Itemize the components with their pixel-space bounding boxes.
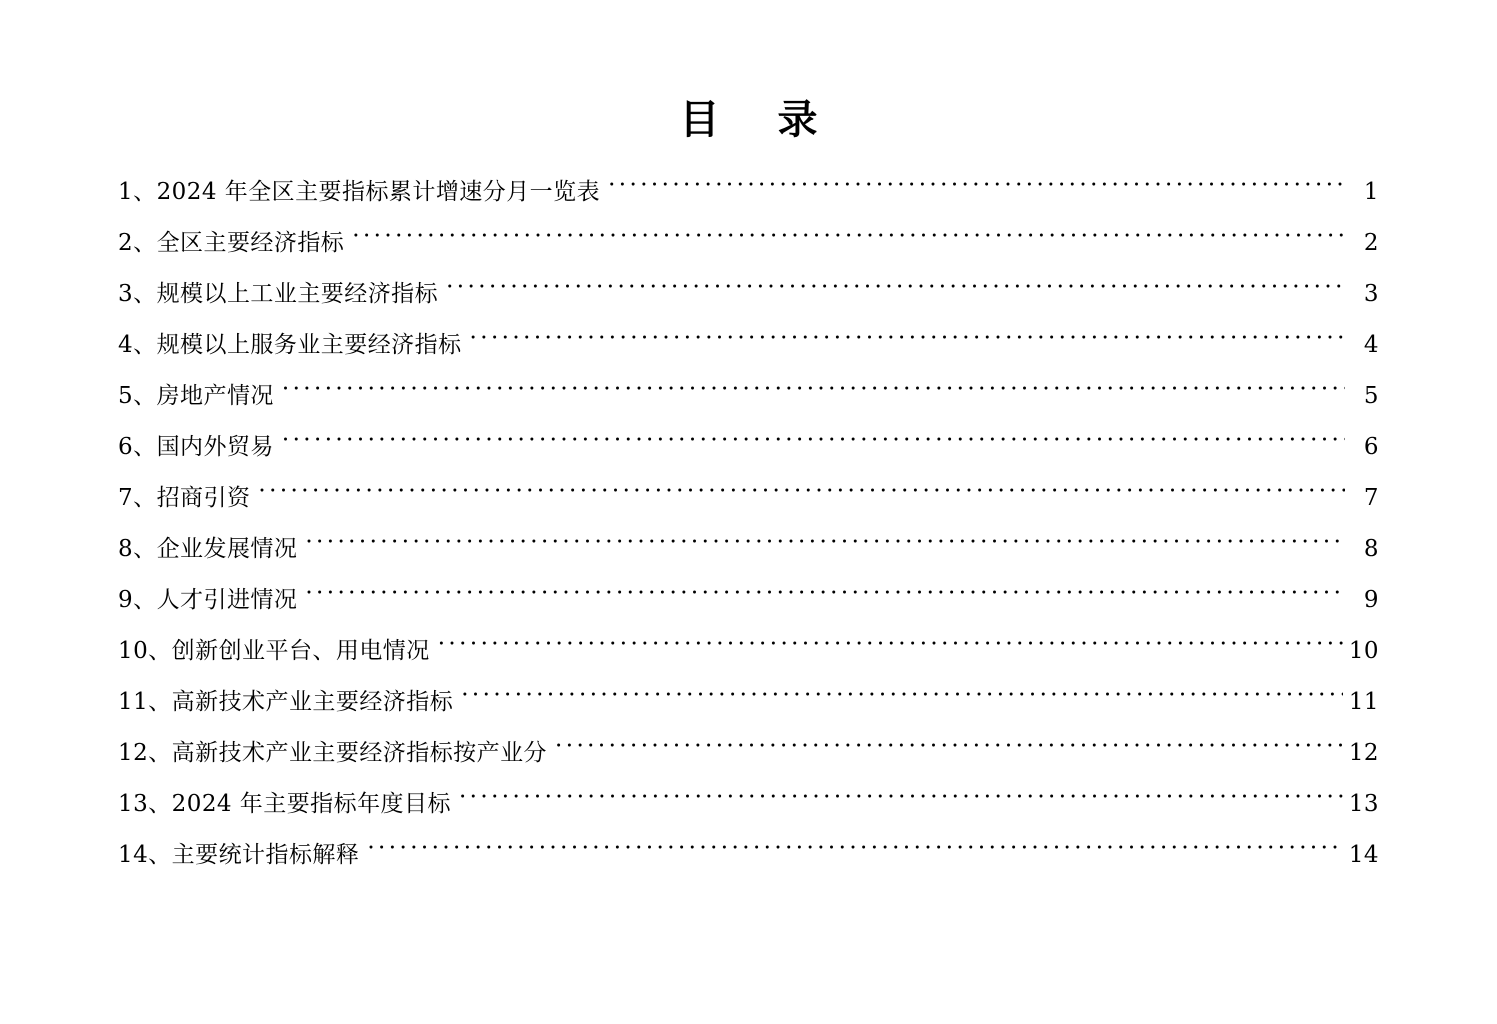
toc-entry-title: 主要统计指标解释 (171, 842, 360, 868)
toc-entry[interactable] (118, 329, 1379, 380)
toc-leader-dots (352, 227, 1345, 250)
toc-entry[interactable] (118, 176, 1379, 227)
toc-leader-dots (461, 686, 1343, 709)
toc-entry[interactable] (118, 533, 1379, 584)
toc-entry[interactable] (118, 635, 1379, 686)
toc-entry-page: 2 (1363, 230, 1379, 256)
toc-entry[interactable] (118, 431, 1379, 482)
toc-entry[interactable] (118, 482, 1379, 533)
toc-entry-page: 3 (1363, 281, 1379, 307)
toc-entry-title: 人才引进情况 (156, 587, 298, 613)
toc-entry-page: 7 (1363, 485, 1379, 511)
toc-entry[interactable] (118, 686, 1379, 737)
toc-entry-page: 8 (1363, 536, 1379, 562)
toc-entry-title: 房地产情况 (156, 383, 274, 409)
toc-leader-dots (438, 635, 1343, 658)
toc-entry-number: 8、 (118, 536, 157, 562)
toc-leader-dots (446, 278, 1345, 301)
toc-entry-title: 规模以上工业主要经济指标 (156, 281, 439, 307)
toc-entry-page: 5 (1363, 383, 1379, 409)
page-title: 目 录 (679, 96, 840, 143)
toc-entry[interactable] (118, 278, 1379, 329)
toc-entry-number: 14、 (118, 842, 172, 868)
toc-entry-title: 创新创业平台、用电情况 (171, 638, 430, 664)
toc-entry-title: 招商引资 (156, 485, 251, 511)
toc-entry[interactable] (118, 788, 1379, 839)
toc-entry-title: 2024 年全区主要指标累计增速分月一览表 (156, 179, 601, 205)
toc-entry-number: 9、 (118, 587, 157, 613)
toc-leader-dots (608, 176, 1345, 199)
toc-leader-dots (459, 788, 1343, 811)
toc-entry-page: 4 (1363, 332, 1379, 358)
toc-entry-number: 13、 (118, 791, 172, 817)
toc-entry-number: 2、 (118, 230, 157, 256)
toc-entry-number: 7、 (118, 485, 157, 511)
toc-entry-number: 4、 (118, 332, 157, 358)
toc-entry-number: 5、 (118, 383, 157, 409)
toc-leader-dots (305, 584, 1345, 607)
toc-entry-page: 9 (1363, 587, 1379, 613)
toc-entry-number: 11、 (118, 689, 172, 715)
toc-entry-page: 10 (1348, 638, 1379, 664)
toc-entry-title: 高新技术产业主要经济指标 (171, 689, 454, 715)
toc-leader-dots (282, 431, 1345, 454)
toc-entry[interactable] (118, 584, 1379, 635)
toc-leader-dots (555, 737, 1343, 760)
toc-leader-dots (367, 839, 1342, 862)
toc-entry-page: 12 (1348, 740, 1379, 766)
toc-entry-number: 12、 (118, 740, 172, 766)
toc-entry-title: 全区主要经济指标 (156, 230, 345, 256)
toc-leader-dots (258, 482, 1345, 505)
toc-entry-title: 高新技术产业主要经济指标按产业分 (171, 740, 548, 766)
table-of-contents (118, 176, 1379, 890)
toc-entry-page: 11 (1348, 689, 1379, 715)
toc-entry[interactable] (118, 380, 1379, 431)
toc-leader-dots (282, 380, 1345, 403)
toc-entry-title: 2024 年主要指标年度目标 (171, 791, 451, 817)
toc-entry-title: 企业发展情况 (156, 536, 298, 562)
toc-entry-page: 13 (1348, 791, 1379, 817)
toc-entry-title: 国内外贸易 (156, 434, 274, 460)
toc-entry[interactable] (118, 737, 1379, 788)
toc-entry-page: 14 (1348, 842, 1379, 868)
toc-leader-dots (305, 533, 1345, 556)
toc-entry-number: 6、 (118, 434, 157, 460)
toc-entry-number: 10、 (118, 638, 172, 664)
toc-entry-number: 1、 (118, 179, 157, 205)
toc-entry-title: 规模以上服务业主要经济指标 (156, 332, 462, 358)
toc-entry[interactable] (118, 227, 1379, 278)
toc-entry-page: 1 (1363, 179, 1379, 205)
toc-entry-number: 3、 (118, 281, 157, 307)
toc-entry[interactable] (118, 839, 1379, 890)
toc-leader-dots (470, 329, 1345, 352)
toc-entry-page: 6 (1363, 434, 1379, 460)
